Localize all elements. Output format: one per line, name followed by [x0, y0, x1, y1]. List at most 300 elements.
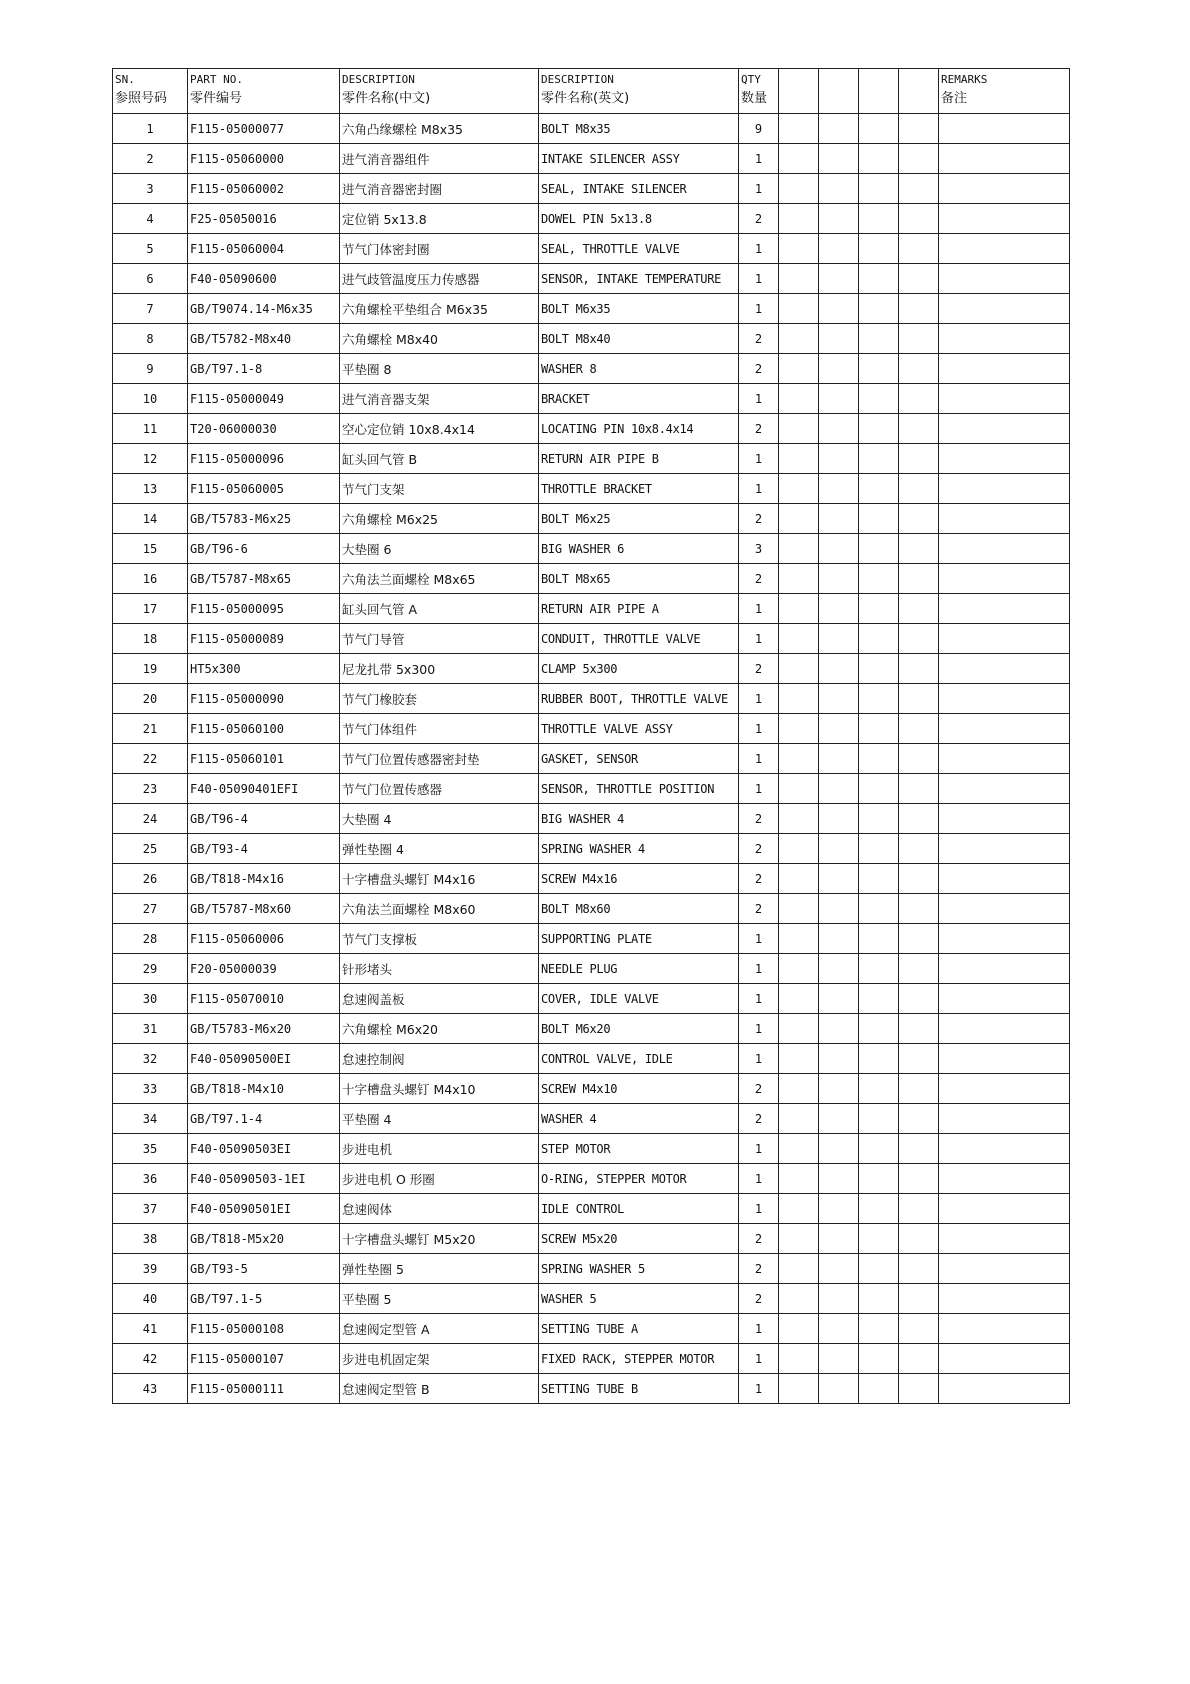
- blank-cell: [819, 654, 859, 684]
- remarks-cell: [939, 1014, 1070, 1044]
- description-cn-cell: 节气门体组件: [340, 714, 539, 744]
- blank-cell: [819, 204, 859, 234]
- blank-cell: [819, 414, 859, 444]
- blank-cell: [899, 144, 939, 174]
- remarks-cell: [939, 174, 1070, 204]
- blank-cell: [899, 504, 939, 534]
- table-row: [113, 474, 1070, 504]
- description-en-cell: CONTROL VALVE, IDLE: [539, 1044, 739, 1074]
- blank-cell: [779, 204, 819, 234]
- qty-cell: 3: [739, 534, 779, 564]
- blank-cell: [819, 174, 859, 204]
- description-en-cell: WASHER 5: [539, 1284, 739, 1314]
- blank-cell: [899, 1374, 939, 1404]
- part-number-cell: F25-05050016: [188, 204, 340, 234]
- description-en-cell: SEAL, THROTTLE VALVE: [539, 234, 739, 264]
- blank-cell: [859, 774, 899, 804]
- header-desc-cn-en: DESCRIPTION: [342, 73, 415, 86]
- description-en-cell: BOLT M6x25: [539, 504, 739, 534]
- description-cn-cell: 节气门支撑板: [340, 924, 539, 954]
- table-row: [113, 324, 1070, 354]
- part-number-cell: F40-05090503EI: [188, 1134, 340, 1164]
- description-en-cell: SPRING WASHER 5: [539, 1254, 739, 1284]
- description-en-cell: IDLE CONTROL: [539, 1194, 739, 1224]
- table-row: [113, 624, 1070, 654]
- remarks-cell: [939, 1284, 1070, 1314]
- part-number-cell: F115-05060005: [188, 474, 340, 504]
- part-number-cell: F40-05090501EI: [188, 1194, 340, 1224]
- blank-cell: [819, 1344, 859, 1374]
- sn-cell: 33: [113, 1074, 188, 1104]
- qty-cell: 1: [739, 954, 779, 984]
- qty-cell: 2: [739, 1224, 779, 1254]
- sn-cell: 3: [113, 174, 188, 204]
- table-row: [113, 1074, 1070, 1104]
- part-number-cell: F115-05000108: [188, 1314, 340, 1344]
- header-part-en: PART NO.: [190, 73, 243, 86]
- table-row: [113, 204, 1070, 234]
- blank-cell: [779, 774, 819, 804]
- table-row: [113, 504, 1070, 534]
- sn-cell: 36: [113, 1164, 188, 1194]
- blank-cell: [779, 324, 819, 354]
- blank-cell: [899, 1134, 939, 1164]
- blank-cell: [819, 894, 859, 924]
- remarks-cell: [939, 594, 1070, 624]
- blank-cell: [899, 924, 939, 954]
- blank-cell: [859, 1164, 899, 1194]
- blank-cell: [899, 204, 939, 234]
- sn-cell: 1: [113, 114, 188, 144]
- part-number-cell: F115-05060100: [188, 714, 340, 744]
- blank-cell: [819, 594, 859, 624]
- qty-cell: 1: [739, 774, 779, 804]
- blank-cell: [779, 924, 819, 954]
- blank-cell: [859, 204, 899, 234]
- sn-cell: 20: [113, 684, 188, 714]
- qty-cell: 1: [739, 1134, 779, 1164]
- blank-cell: [819, 714, 859, 744]
- part-number-cell: GB/T93-5: [188, 1254, 340, 1284]
- description-en-cell: SCREW M5x20: [539, 1224, 739, 1254]
- qty-cell: 1: [739, 294, 779, 324]
- blank-cell: [779, 684, 819, 714]
- blank-cell: [859, 1374, 899, 1404]
- remarks-cell: [939, 684, 1070, 714]
- part-number-cell: GB/T818-M4x10: [188, 1074, 340, 1104]
- blank-cell: [859, 324, 899, 354]
- description-cn-cell: 怠速阀定型管 B: [340, 1374, 539, 1404]
- blank-cell: [819, 1194, 859, 1224]
- blank-cell: [819, 1044, 859, 1074]
- blank-cell: [899, 1284, 939, 1314]
- blank-cell: [859, 1074, 899, 1104]
- blank-cell: [819, 1314, 859, 1344]
- blank-cell: [899, 264, 939, 294]
- blank-cell: [899, 384, 939, 414]
- blank-cell: [819, 1284, 859, 1314]
- header-remarks-zh: 备注: [941, 91, 968, 106]
- blank-cell: [899, 624, 939, 654]
- part-number-cell: GB/T5783-M6x25: [188, 504, 340, 534]
- qty-cell: 9: [739, 114, 779, 144]
- table-row: [113, 1224, 1070, 1254]
- blank-cell: [779, 474, 819, 504]
- description-en-cell: RETURN AIR PIPE B: [539, 444, 739, 474]
- description-cn-cell: 怠速控制阀: [340, 1044, 539, 1074]
- blank-cell: [899, 654, 939, 684]
- blank-cell: [779, 984, 819, 1014]
- description-en-cell: RUBBER BOOT, THROTTLE VALVE: [539, 684, 739, 714]
- remarks-cell: [939, 984, 1070, 1014]
- table-row: [113, 1164, 1070, 1194]
- table-row: [113, 894, 1070, 924]
- remarks-cell: [939, 444, 1070, 474]
- remarks-cell: [939, 504, 1070, 534]
- part-number-cell: F115-05070010: [188, 984, 340, 1014]
- part-number-cell: GB/T9074.14-M6x35: [188, 294, 340, 324]
- table-row: [113, 834, 1070, 864]
- remarks-cell: [939, 114, 1070, 144]
- blank-cell: [859, 384, 899, 414]
- table-row: [113, 984, 1070, 1014]
- blank-cell: [859, 984, 899, 1014]
- description-cn-cell: 怠速阀盖板: [340, 984, 539, 1014]
- blank-cell: [779, 894, 819, 924]
- sn-cell: 26: [113, 864, 188, 894]
- blank-cell: [859, 564, 899, 594]
- description-cn-cell: 进气消音器组件: [340, 144, 539, 174]
- part-number-cell: F115-05000077: [188, 114, 340, 144]
- description-en-cell: BOLT M8x35: [539, 114, 739, 144]
- blank-cell: [779, 354, 819, 384]
- description-en-cell: NEEDLE PLUG: [539, 954, 739, 984]
- qty-cell: 1: [739, 594, 779, 624]
- blank-cell: [779, 1104, 819, 1134]
- part-number-cell: GB/T818-M4x16: [188, 864, 340, 894]
- qty-cell: 1: [739, 264, 779, 294]
- blank-cell: [899, 114, 939, 144]
- part-number-cell: GB/T818-M5x20: [188, 1224, 340, 1254]
- sn-cell: 41: [113, 1314, 188, 1344]
- blank-cell: [899, 234, 939, 264]
- blank-cell: [899, 354, 939, 384]
- header-desc-cn-zh: 零件名称(中文): [342, 91, 431, 106]
- table-row: [113, 564, 1070, 594]
- blank-cell: [899, 1254, 939, 1284]
- table-row: [113, 714, 1070, 744]
- blank-cell: [819, 1254, 859, 1284]
- description-en-cell: WASHER 8: [539, 354, 739, 384]
- blank-cell: [779, 1134, 819, 1164]
- blank-cell: [899, 1314, 939, 1344]
- qty-cell: 2: [739, 1104, 779, 1134]
- description-cn-cell: 步进电机固定架: [340, 1344, 539, 1374]
- qty-cell: 2: [739, 564, 779, 594]
- remarks-cell: [939, 864, 1070, 894]
- description-cn-cell: 六角法兰面螺栓 M8x60: [340, 894, 539, 924]
- qty-cell: 1: [739, 474, 779, 504]
- blank-cell: [779, 594, 819, 624]
- sn-cell: 12: [113, 444, 188, 474]
- blank-cell: [899, 1224, 939, 1254]
- remarks-cell: [939, 294, 1070, 324]
- blank-cell: [819, 564, 859, 594]
- blank-cell: [899, 774, 939, 804]
- description-cn-cell: 弹性垫圈 5: [340, 1254, 539, 1284]
- blank-cell: [859, 924, 899, 954]
- remarks-cell: [939, 774, 1070, 804]
- sn-cell: 2: [113, 144, 188, 174]
- blank-cell: [859, 804, 899, 834]
- sn-cell: 32: [113, 1044, 188, 1074]
- sn-cell: 10: [113, 384, 188, 414]
- blank-cell: [779, 504, 819, 534]
- blank-cell: [859, 1284, 899, 1314]
- table-row: [113, 1104, 1070, 1134]
- qty-cell: 2: [739, 324, 779, 354]
- part-number-cell: F115-05060000: [188, 144, 340, 174]
- blank-cell: [819, 144, 859, 174]
- table-row: [113, 1044, 1070, 1074]
- part-number-cell: F115-05000089: [188, 624, 340, 654]
- blank-cell: [859, 264, 899, 294]
- description-en-cell: INTAKE SILENCER ASSY: [539, 144, 739, 174]
- description-en-cell: BOLT M8x65: [539, 564, 739, 594]
- table-row: [113, 114, 1070, 144]
- description-en-cell: BIG WASHER 6: [539, 534, 739, 564]
- blank-cell: [779, 954, 819, 984]
- description-en-cell: STEP MOTOR: [539, 1134, 739, 1164]
- remarks-cell: [939, 204, 1070, 234]
- description-cn-cell: 进气消音器密封圈: [340, 174, 539, 204]
- qty-cell: 2: [739, 414, 779, 444]
- description-cn-cell: 大垫圈 4: [340, 804, 539, 834]
- parts-table-body: [113, 114, 1070, 1404]
- header-blank-3: [859, 69, 899, 114]
- blank-cell: [779, 174, 819, 204]
- blank-cell: [819, 684, 859, 714]
- description-cn-cell: 步进电机: [340, 1134, 539, 1164]
- blank-cell: [819, 924, 859, 954]
- sn-cell: 13: [113, 474, 188, 504]
- remarks-cell: [939, 1104, 1070, 1134]
- remarks-cell: [939, 1344, 1070, 1374]
- qty-cell: 2: [739, 864, 779, 894]
- header-blank-4: [899, 69, 939, 114]
- sn-cell: 7: [113, 294, 188, 324]
- qty-cell: 2: [739, 834, 779, 864]
- blank-cell: [859, 144, 899, 174]
- header-description-en: [539, 69, 739, 114]
- remarks-cell: [939, 894, 1070, 924]
- description-en-cell: BOLT M8x60: [539, 894, 739, 924]
- table-row: [113, 594, 1070, 624]
- blank-cell: [819, 474, 859, 504]
- blank-cell: [779, 804, 819, 834]
- blank-cell: [859, 654, 899, 684]
- part-number-cell: GB/T5787-M8x60: [188, 894, 340, 924]
- blank-cell: [779, 834, 819, 864]
- header-remarks: [939, 69, 1070, 114]
- blank-cell: [859, 1344, 899, 1374]
- sn-cell: 21: [113, 714, 188, 744]
- description-en-cell: SUPPORTING PLATE: [539, 924, 739, 954]
- part-number-cell: F115-05060002: [188, 174, 340, 204]
- part-number-cell: F20-05000039: [188, 954, 340, 984]
- description-en-cell: BRACKET: [539, 384, 739, 414]
- blank-cell: [859, 474, 899, 504]
- blank-cell: [779, 1164, 819, 1194]
- blank-cell: [899, 1014, 939, 1044]
- description-cn-cell: 六角螺栓 M6x20: [340, 1014, 539, 1044]
- blank-cell: [899, 444, 939, 474]
- blank-cell: [819, 834, 859, 864]
- description-en-cell: BIG WASHER 4: [539, 804, 739, 834]
- qty-cell: 1: [739, 1044, 779, 1074]
- remarks-cell: [939, 264, 1070, 294]
- blank-cell: [819, 354, 859, 384]
- blank-cell: [899, 804, 939, 834]
- description-cn-cell: 怠速阀定型管 A: [340, 1314, 539, 1344]
- sn-cell: 24: [113, 804, 188, 834]
- blank-cell: [859, 864, 899, 894]
- blank-cell: [779, 1314, 819, 1344]
- header-qty-en: QTY: [741, 73, 761, 86]
- blank-cell: [859, 714, 899, 744]
- part-number-cell: GB/T5783-M6x20: [188, 1014, 340, 1044]
- part-number-cell: F115-05000111: [188, 1374, 340, 1404]
- description-cn-cell: 怠速阀体: [340, 1194, 539, 1224]
- table-row: [113, 864, 1070, 894]
- blank-cell: [859, 414, 899, 444]
- blank-cell: [899, 864, 939, 894]
- blank-cell: [819, 954, 859, 984]
- blank-cell: [899, 1044, 939, 1074]
- description-cn-cell: 进气消音器支架: [340, 384, 539, 414]
- blank-cell: [779, 1254, 819, 1284]
- blank-cell: [899, 954, 939, 984]
- description-cn-cell: 六角螺栓平垫组合 M6x35: [340, 294, 539, 324]
- description-en-cell: BOLT M6x35: [539, 294, 739, 324]
- part-number-cell: F40-05090600: [188, 264, 340, 294]
- table-row: [113, 654, 1070, 684]
- blank-cell: [899, 894, 939, 924]
- description-en-cell: SEAL, INTAKE SILENCER: [539, 174, 739, 204]
- description-en-cell: FIXED RACK, STEPPER MOTOR: [539, 1344, 739, 1374]
- part-number-cell: GB/T97.1-5: [188, 1284, 340, 1314]
- part-number-cell: F115-05060004: [188, 234, 340, 264]
- sn-cell: 19: [113, 654, 188, 684]
- sn-cell: 39: [113, 1254, 188, 1284]
- description-en-cell: BOLT M6x20: [539, 1014, 739, 1044]
- sn-cell: 6: [113, 264, 188, 294]
- header-sn-zh: 参照号码: [115, 91, 168, 106]
- remarks-cell: [939, 804, 1070, 834]
- blank-cell: [859, 1104, 899, 1134]
- blank-cell: [779, 444, 819, 474]
- sn-cell: 18: [113, 624, 188, 654]
- description-cn-cell: 节气门导管: [340, 624, 539, 654]
- part-number-cell: GB/T97.1-4: [188, 1104, 340, 1134]
- sn-cell: 14: [113, 504, 188, 534]
- sn-cell: 27: [113, 894, 188, 924]
- header-part-no: [188, 69, 340, 114]
- blank-cell: [899, 174, 939, 204]
- qty-cell: 2: [739, 354, 779, 384]
- remarks-cell: [939, 1314, 1070, 1344]
- description-en-cell: SPRING WASHER 4: [539, 834, 739, 864]
- part-number-cell: GB/T96-6: [188, 534, 340, 564]
- blank-cell: [819, 744, 859, 774]
- sn-cell: 22: [113, 744, 188, 774]
- description-en-cell: BOLT M8x40: [539, 324, 739, 354]
- description-cn-cell: 定位销 5x13.8: [340, 204, 539, 234]
- qty-cell: 2: [739, 204, 779, 234]
- remarks-cell: [939, 1194, 1070, 1224]
- blank-cell: [779, 864, 819, 894]
- qty-cell: 2: [739, 894, 779, 924]
- description-en-cell: SCREW M4x16: [539, 864, 739, 894]
- table-row: [113, 444, 1070, 474]
- sn-cell: 15: [113, 534, 188, 564]
- qty-cell: 1: [739, 174, 779, 204]
- blank-cell: [859, 1224, 899, 1254]
- table-row: [113, 354, 1070, 384]
- sn-cell: 16: [113, 564, 188, 594]
- blank-cell: [859, 954, 899, 984]
- description-en-cell: RETURN AIR PIPE A: [539, 594, 739, 624]
- sn-cell: 34: [113, 1104, 188, 1134]
- blank-cell: [819, 444, 859, 474]
- qty-cell: 1: [739, 384, 779, 414]
- header-blank-2: [819, 69, 859, 114]
- part-number-cell: GB/T96-4: [188, 804, 340, 834]
- qty-cell: 1: [739, 1164, 779, 1194]
- remarks-cell: [939, 654, 1070, 684]
- description-en-cell: SCREW M4x10: [539, 1074, 739, 1104]
- blank-cell: [859, 684, 899, 714]
- sn-cell: 5: [113, 234, 188, 264]
- remarks-cell: [939, 564, 1070, 594]
- description-cn-cell: 缸头回气管 A: [340, 594, 539, 624]
- remarks-cell: [939, 1374, 1070, 1404]
- description-en-cell: THROTTLE VALVE ASSY: [539, 714, 739, 744]
- part-number-cell: F115-05000095: [188, 594, 340, 624]
- header-sn: [113, 69, 188, 114]
- blank-cell: [859, 1314, 899, 1344]
- qty-cell: 1: [739, 234, 779, 264]
- qty-cell: 1: [739, 924, 779, 954]
- description-cn-cell: 尼龙扎带 5x300: [340, 654, 539, 684]
- header-qty-zh: 数量: [741, 91, 768, 106]
- description-cn-cell: 十字槽盘头螺钉 M4x16: [340, 864, 539, 894]
- blank-cell: [859, 1134, 899, 1164]
- part-number-cell: GB/T5787-M8x65: [188, 564, 340, 594]
- sn-cell: 8: [113, 324, 188, 354]
- qty-cell: 1: [739, 624, 779, 654]
- description-en-cell: THROTTLE BRACKET: [539, 474, 739, 504]
- blank-cell: [859, 624, 899, 654]
- qty-cell: 1: [739, 984, 779, 1014]
- table-row: [113, 414, 1070, 444]
- blank-cell: [899, 534, 939, 564]
- blank-cell: [819, 864, 859, 894]
- blank-cell: [819, 774, 859, 804]
- remarks-cell: [939, 1044, 1070, 1074]
- table-row: [113, 1254, 1070, 1284]
- description-cn-cell: 平垫圈 4: [340, 1104, 539, 1134]
